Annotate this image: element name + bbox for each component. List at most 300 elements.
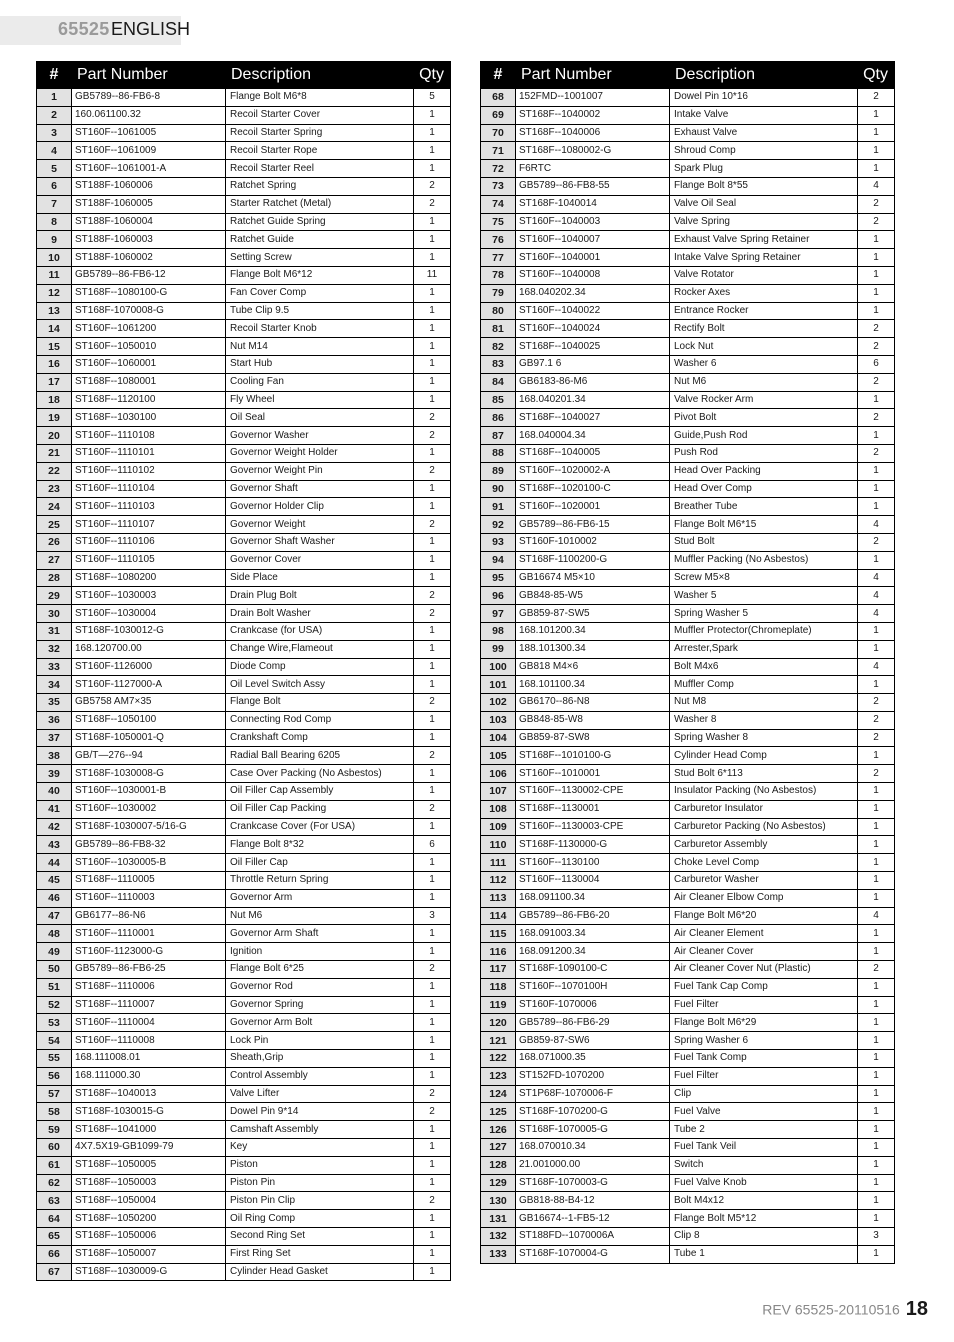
table-row <box>481 355 895 373</box>
part-description: Screw M5×8 <box>670 569 858 587</box>
row-number: 37 <box>37 729 72 747</box>
row-number: 88 <box>481 444 516 462</box>
part-number: ST160F-1070006 <box>516 996 670 1014</box>
part-number: ST188FD--1070006A <box>516 1228 670 1246</box>
part-number: ST168F--1050007 <box>72 1245 226 1263</box>
part-description: Washer 8 <box>670 711 858 729</box>
table-header-row <box>481 62 895 89</box>
part-qty: 1 <box>414 533 451 551</box>
row-number: 50 <box>37 961 72 979</box>
part-qty: 1 <box>858 1032 895 1050</box>
table-row <box>37 249 451 267</box>
part-description: Governor Shaft <box>226 480 414 498</box>
part-qty: 1 <box>414 1032 451 1050</box>
table-row <box>481 996 895 1014</box>
part-number: ST160F--1110104 <box>72 480 226 498</box>
part-number: ST168F-1030008-G <box>72 765 226 783</box>
part-number: ST168F--1030009-G <box>72 1263 226 1281</box>
part-description: Stud Bolt 6*113 <box>670 765 858 783</box>
part-number: ST168F--1040027 <box>516 409 670 427</box>
part-description: Piston Pin <box>226 1174 414 1192</box>
row-number: 127 <box>481 1139 516 1157</box>
table-row <box>37 1192 451 1210</box>
part-number: ST160F--1110101 <box>72 444 226 462</box>
parts-table-left <box>36 61 451 1281</box>
table-row <box>481 676 895 694</box>
part-description: Intake Valve Spring Retainer <box>670 249 858 267</box>
table-row <box>37 213 451 231</box>
row-number: 109 <box>481 818 516 836</box>
part-description: Oil Filler Cap Packing <box>226 800 414 818</box>
part-description: Throttle Return Spring <box>226 872 414 890</box>
part-qty: 1 <box>414 622 451 640</box>
table-row <box>481 249 895 267</box>
table-row <box>37 320 451 338</box>
row-number: 3 <box>37 124 72 142</box>
part-qty: 4 <box>858 516 895 534</box>
table-row <box>37 427 451 445</box>
part-description: Air Cleaner Cover <box>670 943 858 961</box>
part-description: Governor Rod <box>226 978 414 996</box>
row-number: 102 <box>481 694 516 712</box>
row-number: 76 <box>481 231 516 249</box>
part-number: ST160F--1070100H <box>516 978 670 996</box>
part-qty: 2 <box>858 444 895 462</box>
part-description: Tube 1 <box>670 1245 858 1263</box>
part-number: 168.071000.35 <box>516 1050 670 1068</box>
part-qty: 4 <box>858 907 895 925</box>
row-number: 55 <box>37 1050 72 1068</box>
header-qty: Qty <box>414 62 451 89</box>
part-description: Nut M6 <box>670 373 858 391</box>
part-description: Air Cleaner Elbow Comp <box>670 889 858 907</box>
part-qty: 1 <box>414 231 451 249</box>
table-row <box>37 658 451 676</box>
table-row <box>481 551 895 569</box>
part-number: ST160F--1110003 <box>72 889 226 907</box>
part-number: ST168F-1040014 <box>516 195 670 213</box>
table-row <box>37 516 451 534</box>
part-number: ST160F--1110108 <box>72 427 226 445</box>
row-number: 63 <box>37 1192 72 1210</box>
table-row <box>37 925 451 943</box>
part-description: Case Over Packing (No Asbestos) <box>226 765 414 783</box>
table-row <box>481 907 895 925</box>
table-row <box>37 836 451 854</box>
part-qty: 1 <box>858 943 895 961</box>
row-number: 117 <box>481 961 516 979</box>
part-qty: 2 <box>858 961 895 979</box>
table-row <box>37 872 451 890</box>
header-tab <box>0 16 191 45</box>
part-number: 188.101300.34 <box>516 640 670 658</box>
part-number: ST160F--1061009 <box>72 142 226 160</box>
part-description: Carburetor Washer <box>670 872 858 890</box>
part-number: F6RTC <box>516 160 670 178</box>
part-number: 168.070010.34 <box>516 1139 670 1157</box>
part-number: 168.091003.34 <box>516 925 670 943</box>
part-qty: 1 <box>414 498 451 516</box>
row-number: 114 <box>481 907 516 925</box>
part-number: 160.061100.32 <box>72 106 226 124</box>
part-qty: 1 <box>858 1192 895 1210</box>
table-row <box>481 569 895 587</box>
row-number: 61 <box>37 1156 72 1174</box>
part-description: Ratchet Guide <box>226 231 414 249</box>
table-row <box>37 1121 451 1139</box>
row-number: 51 <box>37 978 72 996</box>
row-number: 125 <box>481 1103 516 1121</box>
revision-label: REV 65525-20110516 <box>762 1301 900 1318</box>
table-row <box>37 1103 451 1121</box>
part-description: Fuel Filter <box>670 1067 858 1085</box>
part-qty: 1 <box>414 1210 451 1228</box>
part-number: ST168F-1090100-C <box>516 961 670 979</box>
part-description: Dowel Pin 9*14 <box>226 1103 414 1121</box>
table-row <box>481 284 895 302</box>
table-row <box>481 747 895 765</box>
table-row <box>37 765 451 783</box>
part-qty: 4 <box>858 569 895 587</box>
table-row <box>481 106 895 124</box>
row-number: 120 <box>481 1014 516 1032</box>
row-number: 21 <box>37 444 72 462</box>
part-qty: 2 <box>414 1103 451 1121</box>
part-number: ST160F--1030003 <box>72 587 226 605</box>
part-number: 168.040201.34 <box>516 391 670 409</box>
part-number: ST160F--1040008 <box>516 266 670 284</box>
table-row <box>481 872 895 890</box>
part-number: ST160F--1030001-B <box>72 783 226 801</box>
part-number: GB5789--86-FB6-8 <box>72 89 226 107</box>
table-row <box>37 177 451 195</box>
table-row <box>37 551 451 569</box>
part-qty: 1 <box>858 872 895 890</box>
part-qty: 1 <box>414 302 451 320</box>
part-number: GB6183-86-M6 <box>516 373 670 391</box>
row-number: 53 <box>37 1014 72 1032</box>
table-row <box>37 1156 451 1174</box>
part-description: Change Wire,Flameout <box>226 640 414 658</box>
row-number: 64 <box>37 1210 72 1228</box>
part-number: ST168F-1030012-G <box>72 622 226 640</box>
part-number: ST160F--1040003 <box>516 213 670 231</box>
part-qty: 1 <box>414 160 451 178</box>
table-row <box>37 142 451 160</box>
part-qty: 1 <box>858 925 895 943</box>
part-qty: 2 <box>414 605 451 623</box>
part-description: Ignition <box>226 943 414 961</box>
row-number: 42 <box>37 818 72 836</box>
table-row <box>481 765 895 783</box>
part-number: ST168F--1080002-G <box>516 142 670 160</box>
table-row <box>37 462 451 480</box>
part-number: ST160F--1110102 <box>72 462 226 480</box>
table-row <box>481 302 895 320</box>
part-qty: 6 <box>414 836 451 854</box>
part-description: Flange Bolt M6*20 <box>670 907 858 925</box>
table-row <box>37 961 451 979</box>
header-num: # <box>37 62 72 89</box>
table-row <box>37 800 451 818</box>
part-qty: 2 <box>414 409 451 427</box>
row-number: 111 <box>481 854 516 872</box>
part-number: ST168F--1110005 <box>72 872 226 890</box>
row-number: 60 <box>37 1139 72 1157</box>
row-number: 91 <box>481 498 516 516</box>
table-row <box>481 462 895 480</box>
row-number: 92 <box>481 516 516 534</box>
part-number: ST168F--1080100-G <box>72 284 226 302</box>
part-number: ST168F--1030100 <box>72 409 226 427</box>
table-row <box>481 195 895 213</box>
part-qty: 1 <box>858 978 895 996</box>
part-qty: 1 <box>414 1263 451 1281</box>
row-number: 78 <box>481 266 516 284</box>
part-qty: 2 <box>414 195 451 213</box>
table-row <box>481 124 895 142</box>
part-description: Starter Ratchet (Metal) <box>226 195 414 213</box>
part-description: Governor Arm Shaft <box>226 925 414 943</box>
part-qty: 2 <box>414 462 451 480</box>
part-description: Start Hub <box>226 355 414 373</box>
table-row <box>37 587 451 605</box>
part-description: Push Rod <box>670 444 858 462</box>
part-number: GB818-88-B4-12 <box>516 1192 670 1210</box>
part-number: ST160F--1130004 <box>516 872 670 890</box>
part-description: Spring Washer 5 <box>670 605 858 623</box>
row-number: 18 <box>37 391 72 409</box>
table-row <box>37 1085 451 1103</box>
part-description: Choke Level Comp <box>670 854 858 872</box>
part-description: Fuel Valve <box>670 1103 858 1121</box>
table-row <box>481 694 895 712</box>
part-description: Tube Clip 9.5 <box>226 302 414 320</box>
row-number: 71 <box>481 142 516 160</box>
table-row <box>481 1085 895 1103</box>
part-qty: 3 <box>858 1228 895 1246</box>
table-row <box>37 729 451 747</box>
part-description: Side Place <box>226 569 414 587</box>
part-description: Fly Wheel <box>226 391 414 409</box>
part-number: ST168F--1040005 <box>516 444 670 462</box>
table-row <box>37 996 451 1014</box>
part-description: Governor Weight Pin <box>226 462 414 480</box>
row-number: 57 <box>37 1085 72 1103</box>
part-number: ST188F-1060005 <box>72 195 226 213</box>
table-row <box>481 1192 895 1210</box>
part-description: Clip 8 <box>670 1228 858 1246</box>
table-row <box>481 373 895 391</box>
part-description: Oil Seal <box>226 409 414 427</box>
part-description: Oil Ring Comp <box>226 1210 414 1228</box>
part-number: ST160F-1127000-A <box>72 676 226 694</box>
part-qty: 1 <box>414 480 451 498</box>
part-qty: 1 <box>858 106 895 124</box>
row-number: 10 <box>37 249 72 267</box>
part-qty: 1 <box>414 551 451 569</box>
part-qty: 1 <box>414 142 451 160</box>
part-qty: 1 <box>414 729 451 747</box>
table-row <box>37 355 451 373</box>
part-qty: 1 <box>858 462 895 480</box>
part-description: Crankcase (for USA) <box>226 622 414 640</box>
table-row <box>481 1174 895 1192</box>
part-qty: 1 <box>858 1050 895 1068</box>
part-description: Flange Bolt M6*15 <box>670 516 858 534</box>
row-number: 98 <box>481 622 516 640</box>
part-qty: 2 <box>414 587 451 605</box>
part-qty: 11 <box>414 266 451 284</box>
part-qty: 1 <box>414 1121 451 1139</box>
row-number: 47 <box>37 907 72 925</box>
header-num: # <box>481 62 516 89</box>
part-description: Drain Plug Bolt <box>226 587 414 605</box>
table-row <box>481 320 895 338</box>
table-row <box>481 266 895 284</box>
part-number: ST168F-1030007-5/16-G <box>72 818 226 836</box>
table-row <box>481 587 895 605</box>
table-row <box>481 640 895 658</box>
part-description: Nut M8 <box>670 694 858 712</box>
part-qty: 1 <box>858 1245 895 1263</box>
row-number: 123 <box>481 1067 516 1085</box>
part-qty: 2 <box>414 800 451 818</box>
row-number: 2 <box>37 106 72 124</box>
part-qty: 1 <box>858 996 895 1014</box>
table-row <box>481 338 895 356</box>
table-row <box>481 889 895 907</box>
row-number: 44 <box>37 854 72 872</box>
table-row <box>37 231 451 249</box>
row-number: 70 <box>481 124 516 142</box>
part-qty: 4 <box>858 658 895 676</box>
part-description: Connecting Rod Comp <box>226 711 414 729</box>
part-number: ST160F--1110008 <box>72 1032 226 1050</box>
part-number: 168.091100.34 <box>516 889 670 907</box>
part-number: GB859-87-SW5 <box>516 605 670 623</box>
row-number: 12 <box>37 284 72 302</box>
row-number: 67 <box>37 1263 72 1281</box>
row-number: 48 <box>37 925 72 943</box>
part-qty: 2 <box>858 338 895 356</box>
part-number: ST168F-1070004-G <box>516 1245 670 1263</box>
table-row <box>481 213 895 231</box>
part-qty: 2 <box>858 195 895 213</box>
row-number: 4 <box>37 142 72 160</box>
row-number: 66 <box>37 1245 72 1263</box>
row-number: 5 <box>37 160 72 178</box>
part-description: Oil Filler Cap Assembly <box>226 783 414 801</box>
table-row <box>37 480 451 498</box>
table-row <box>481 160 895 178</box>
part-description: Cooling Fan <box>226 373 414 391</box>
row-number: 112 <box>481 872 516 890</box>
row-number: 41 <box>37 800 72 818</box>
table-row <box>37 533 451 551</box>
part-number: GB5758 AM7×35 <box>72 694 226 712</box>
part-qty: 1 <box>858 800 895 818</box>
part-qty: 1 <box>414 1228 451 1246</box>
part-description: Camshaft Assembly <box>226 1121 414 1139</box>
part-description: Flange Bolt M5*12 <box>670 1210 858 1228</box>
part-number: ST160F--1130003-CPE <box>516 818 670 836</box>
table-row <box>37 1228 451 1246</box>
part-qty: 2 <box>414 427 451 445</box>
table-row <box>37 747 451 765</box>
row-number: 108 <box>481 800 516 818</box>
row-number: 124 <box>481 1085 516 1103</box>
part-number: ST160F--1020002-A <box>516 462 670 480</box>
part-number: 168.040202.34 <box>516 284 670 302</box>
table-row <box>481 480 895 498</box>
row-number: 133 <box>481 1245 516 1263</box>
table-row <box>37 444 451 462</box>
part-number: GB16674 M5×10 <box>516 569 670 587</box>
row-number: 34 <box>37 676 72 694</box>
part-description: Valve Rotator <box>670 266 858 284</box>
parts-table-right <box>480 61 895 1264</box>
part-number: ST160F--1061200 <box>72 320 226 338</box>
part-number: ST160F--1130100 <box>516 854 670 872</box>
part-qty: 1 <box>858 142 895 160</box>
part-qty: 1 <box>858 747 895 765</box>
table-row <box>481 391 895 409</box>
table-row <box>481 658 895 676</box>
part-qty: 2 <box>414 694 451 712</box>
part-number: ST188F-1060004 <box>72 213 226 231</box>
table-row <box>37 1263 451 1281</box>
part-description: Sheath,Grip <box>226 1050 414 1068</box>
row-number: 74 <box>481 195 516 213</box>
row-number: 23 <box>37 480 72 498</box>
part-description: Control Assembly <box>226 1067 414 1085</box>
part-qty: 1 <box>414 338 451 356</box>
part-number: ST168F--1010100-G <box>516 747 670 765</box>
row-number: 126 <box>481 1121 516 1139</box>
part-qty: 1 <box>414 569 451 587</box>
part-number: 152FMD--1001007 <box>516 89 670 107</box>
row-number: 11 <box>37 266 72 284</box>
table-header-row <box>37 62 451 89</box>
table-row <box>481 516 895 534</box>
part-number: 168.111008.01 <box>72 1050 226 1068</box>
part-description: Recoil Starter Cover <box>226 106 414 124</box>
part-qty: 1 <box>414 213 451 231</box>
table-row <box>481 961 895 979</box>
row-number: 35 <box>37 694 72 712</box>
row-number: 115 <box>481 925 516 943</box>
table-row <box>481 622 895 640</box>
table-row <box>37 1032 451 1050</box>
part-number: 168.111000.30 <box>72 1067 226 1085</box>
part-number: ST160F--1020001 <box>516 498 670 516</box>
part-qty: 1 <box>858 427 895 445</box>
part-description: Stud Bolt <box>670 533 858 551</box>
table-row <box>37 694 451 712</box>
part-qty: 1 <box>858 266 895 284</box>
part-qty: 1 <box>414 925 451 943</box>
table-row <box>37 498 451 516</box>
row-number: 59 <box>37 1121 72 1139</box>
part-description: Air Cleaner Cover Nut (Plastic) <box>670 961 858 979</box>
table-row <box>37 1139 451 1157</box>
row-number: 26 <box>37 533 72 551</box>
part-qty: 1 <box>414 943 451 961</box>
row-number: 14 <box>37 320 72 338</box>
table-row <box>481 711 895 729</box>
row-number: 39 <box>37 765 72 783</box>
